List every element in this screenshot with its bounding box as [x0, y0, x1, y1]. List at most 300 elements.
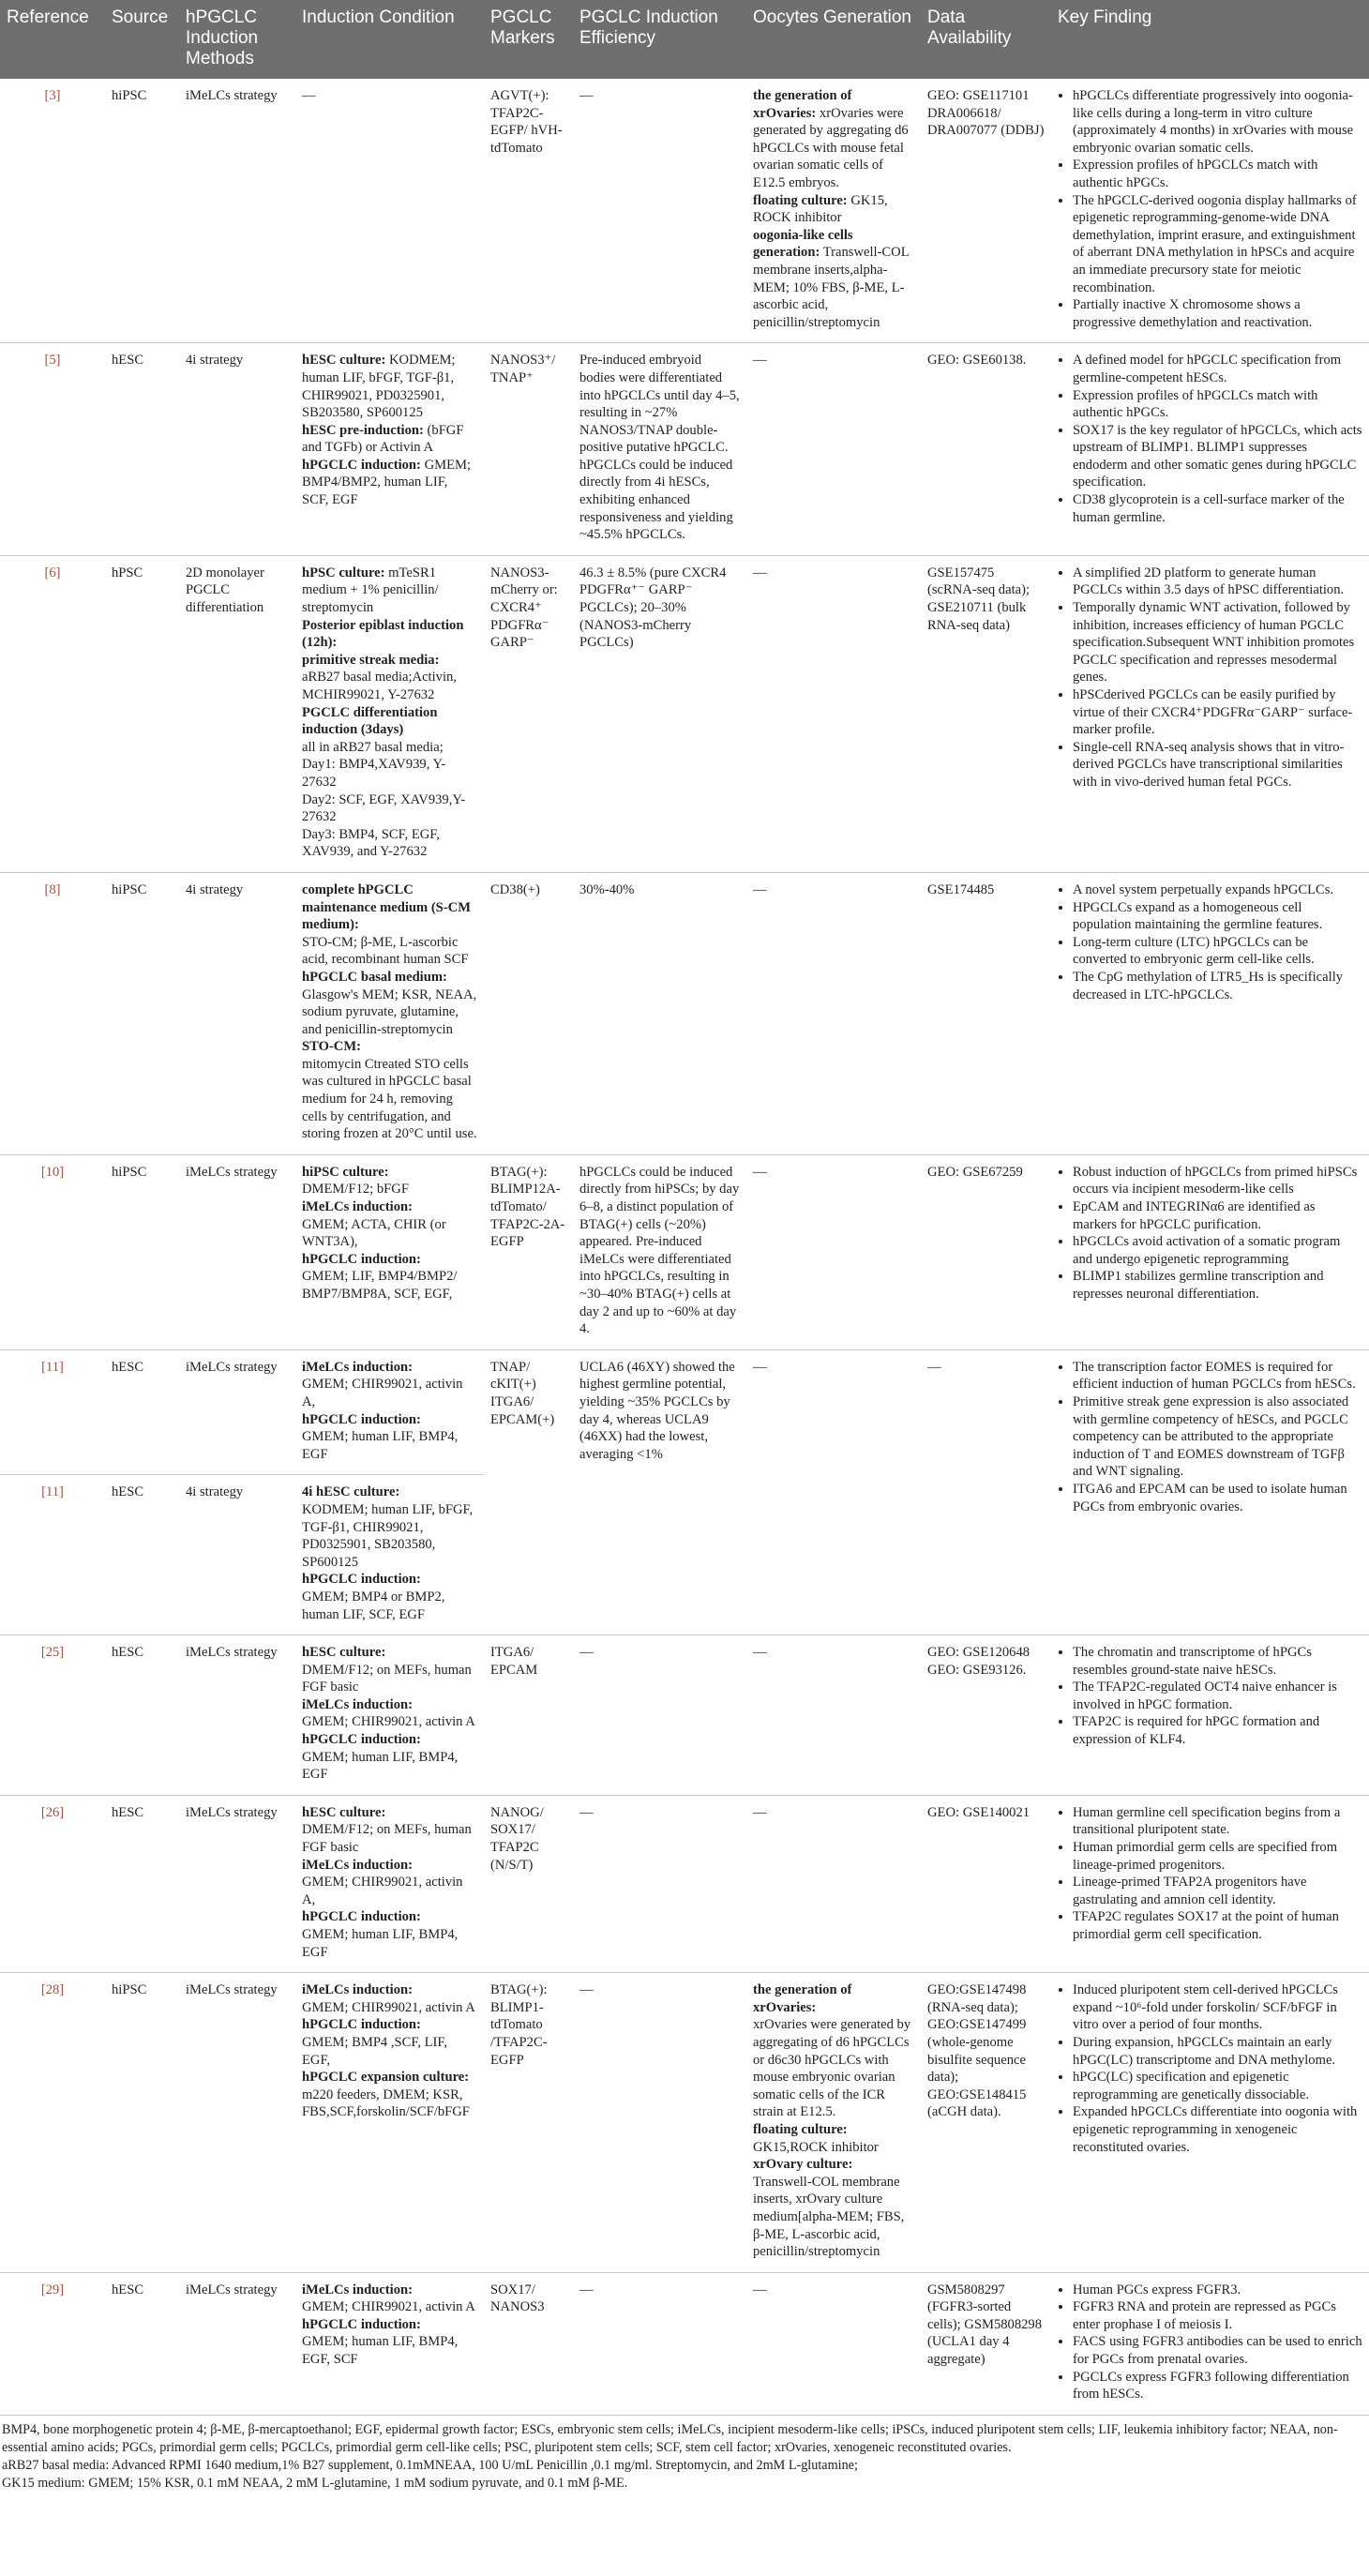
- cell-reference: [0, 1349, 105, 1475]
- cell-reference: [0, 79, 105, 343]
- cell-method: [179, 1795, 295, 1972]
- key-finding-item: • hPGCLCs differentiate progressively into oogonia-like cells during a long-term in vitro culture (approximately 4 months) in xrOvaries with mouse embryonic ovarian somatic cells.: [1073, 87, 1362, 157]
- oocytes-line: [753, 352, 914, 369]
- cell-finding: [1051, 1154, 1369, 1349]
- cell-efficiency: [573, 343, 746, 556]
- condition-line: [302, 1981, 477, 1999]
- cell-markers: [484, 1973, 573, 2273]
- key-finding-item: • During expansion, hPGCLCs maintain an early hPGC(LC) transcriptome and DNA methylome.: [1073, 2034, 1362, 2069]
- data-text: GSM5808297 (FGFR3-sorted cells); GSM5808298 (UCLA1 day 4 aggregate): [927, 2282, 1043, 2368]
- condition-line: [302, 1428, 477, 1463]
- col-header-methods: hPGCLC Induction Methods: [179, 0, 295, 79]
- cell-method: [179, 343, 295, 556]
- cell-finding: [1051, 79, 1369, 343]
- source-text: hESC: [112, 1359, 144, 1375]
- condition-line: [302, 1644, 477, 1662]
- cell-data: [921, 343, 1051, 556]
- condition-text: DMEM/F12; bFGF: [302, 1182, 409, 1198]
- oocytes-line: [753, 2174, 914, 2261]
- table-body: [0, 79, 1369, 2415]
- method-text: 2D monolayer PGCLC differentiation: [186, 565, 264, 616]
- efficiency-text: —: [579, 2282, 594, 2297]
- cell-oocytes: [746, 1349, 921, 1634]
- source-text: hiPSC: [112, 881, 147, 897]
- reference-link: [10]: [40, 1164, 65, 1180]
- cell-condition: [295, 1349, 484, 1475]
- col-header-reference: Reference: [0, 0, 105, 79]
- method-text: iMeLCs strategy: [186, 1804, 278, 1820]
- condition-line: [302, 1908, 477, 1926]
- condition-line: [302, 987, 477, 1039]
- condition-label: iMeLCs induction:: [302, 1982, 413, 1998]
- condition-line: [302, 1181, 477, 1198]
- source-text: hESC: [112, 1645, 144, 1661]
- condition-line: [302, 1268, 477, 1303]
- oocytes-text: GK15,ROCK inhibitor: [753, 2139, 879, 2155]
- table-row: [0, 1349, 1369, 1475]
- efficiency-text: —: [579, 1804, 594, 1820]
- condition-line: [302, 565, 477, 617]
- table-row: [0, 872, 1369, 1154]
- table-row: [0, 1635, 1369, 1796]
- condition-text: —: [302, 88, 316, 103]
- oocytes-label: floating culture:: [753, 192, 848, 208]
- cell-finding: [1051, 1635, 1369, 1796]
- oocytes-text: —: [753, 1645, 767, 1661]
- cell-data: [921, 1349, 1051, 1634]
- markers-text: NANOG/ SOX17/ TFAP2C (N/S/T): [490, 1804, 544, 1873]
- cell-finding: [1051, 343, 1369, 556]
- condition-line: [302, 1857, 477, 1875]
- condition-line: [302, 1713, 477, 1731]
- cell-oocytes: [746, 1795, 921, 1972]
- condition-line: [302, 1821, 477, 1856]
- table-header: [0, 0, 1369, 79]
- key-finding-item: • Partially inactive X chromosome shows a progressive demethylation and reactivation.: [1073, 296, 1362, 331]
- condition-line: [302, 1484, 477, 1501]
- efficiency-text: hPGCLCs could be induced directly from hiPSCs; by day 6–8, a distinct population of BTAG(+) cells (~20%) appeared. Pre-induced iMeLCs were differentiated into hPGCLCs, resulting in ~30–40% BTAG(+) cells at day 2 and up to ~60% at day 4.: [579, 1164, 740, 1337]
- cell-data: [921, 1635, 1051, 1796]
- cell-efficiency: [573, 1795, 746, 1972]
- key-finding-item: • Expanded hPGCLCs differentiate into oogonia with epigenetic reprogramming in xenogeneic reconstituted ovaries.: [1073, 2103, 1362, 2156]
- oocytes-line: [753, 227, 914, 332]
- key-findings-list: [1058, 87, 1362, 331]
- condition-text: Day3: BMP4, SCF, EGF, XAV939, and Y-27632: [302, 826, 440, 860]
- key-findings-list: [1058, 565, 1362, 791]
- oocytes-text: —: [753, 1164, 767, 1180]
- data-text: GSE157475 (scRNA-seq data); GSE210711 (bulk RNA-seq data): [927, 565, 1031, 633]
- condition-text: DMEM/F12; on MEFs, human FGF basic: [302, 1662, 472, 1695]
- key-finding-item: • TFAP2C regulates SOX17 at the point of human primordial germ cell specification.: [1073, 1908, 1362, 1943]
- condition-label: complete hPGCLC maintenance medium (S-CM medium):: [302, 881, 471, 933]
- condition-line: [302, 1038, 477, 1056]
- condition-text: GMEM; LIF, BMP4/BMP2/ BMP7/BMP8A, SCF, EGF,: [302, 1269, 458, 1302]
- cell-markers: [484, 872, 573, 1154]
- oocytes-text: GK15, ROCK inhibitor: [753, 192, 888, 226]
- condition-text: KODMEM; human LIF, bFGF, TGF-β1, CHIR99021, PD0325901, SB203580, SP600125: [302, 1501, 474, 1570]
- cell-finding: [1051, 1349, 1369, 1634]
- reference-link: [11]: [41, 1359, 64, 1375]
- oocytes-line: [753, 192, 914, 227]
- oocytes-line: [753, 1644, 914, 1662]
- condition-line: [302, 1501, 477, 1571]
- oocytes-label: the generation of xrOvaries:: [753, 88, 852, 121]
- key-finding-item: • The CpG methylation of LTR5_Hs is specifically decreased in LTC-hPGCLCs.: [1073, 969, 1362, 1003]
- cell-reference: [0, 872, 105, 1154]
- markers-text: NANOS3⁺/ TNAP⁺: [490, 353, 556, 385]
- cell-condition: [295, 1635, 484, 1796]
- key-finding-item: • EpCAM and INTEGRINα6 are identified as markers for hPGCLC purification.: [1073, 1198, 1362, 1233]
- key-finding-item: • A simplified 2D platform to generate human PGCLCs within 3.5 days of hPSC differentiation.: [1073, 565, 1362, 599]
- method-text: 4i strategy: [186, 1484, 244, 1500]
- condition-line: [302, 1376, 477, 1410]
- source-text: hPSC: [112, 565, 143, 580]
- oocytes-line: [753, 87, 914, 192]
- table-footnotes: [0, 2416, 1369, 2493]
- cell-reference: [0, 1154, 105, 1349]
- condition-label: hPGCLC induction:: [302, 1909, 421, 1925]
- condition-line: [302, 826, 477, 861]
- condition-label: hPGCLC basal medium:: [302, 969, 447, 985]
- cell-source: [105, 872, 179, 1154]
- key-finding-item: • HPGCLCs expand as a homogeneous cell population maintaining the germline features.: [1073, 899, 1362, 934]
- col-header-markers: PGCLC Markers: [484, 0, 573, 79]
- cell-markers: [484, 79, 573, 343]
- reference-link: [25]: [40, 1645, 65, 1661]
- table-row: [0, 343, 1369, 556]
- oocytes-line: [753, 1804, 914, 1822]
- condition-label: 4i hESC culture:: [302, 1484, 400, 1500]
- table-row: [0, 1154, 1369, 1349]
- cell-source: [105, 79, 179, 343]
- method-text: iMeLCs strategy: [186, 1982, 278, 1998]
- oocytes-text: —: [753, 881, 767, 897]
- oocytes-line: [753, 1164, 914, 1182]
- cell-data: [921, 555, 1051, 872]
- oocytes-label: the generation of xrOvaries:: [753, 1982, 852, 2015]
- source-text: hESC: [112, 353, 144, 369]
- key-finding-item: • FACS using FGFR3 antibodies can be used to enrich for PGCs from prenatal ovaries.: [1073, 2333, 1362, 2368]
- condition-line: [302, 617, 477, 652]
- condition-line: [302, 791, 477, 826]
- markers-text: NANOS3-mCherry or: CXCR4⁺ PDGFRα⁻ GARP⁻: [490, 565, 558, 651]
- condition-line: [302, 1731, 477, 1749]
- cell-method: [179, 872, 295, 1154]
- cell-method: [179, 1154, 295, 1349]
- data-text: GEO: GSE117101 DRA006618/ DRA007077 (DDBJ): [927, 88, 1045, 139]
- condition-line: [302, 1216, 477, 1251]
- condition-label: PGCLC differentiation induction (3days): [302, 704, 438, 738]
- cell-efficiency: [573, 2272, 746, 2415]
- condition-line: [302, 1411, 477, 1429]
- condition-line: [302, 756, 477, 791]
- cell-finding: [1051, 2272, 1369, 2415]
- col-header-condition: Induction Condition: [295, 0, 484, 79]
- condition-label: hPGCLC induction:: [302, 2316, 421, 2332]
- condition-label: hPGCLC induction:: [302, 1572, 421, 1588]
- key-finding-item: • TFAP2C is required for hPGC formation and expression of KLF4.: [1073, 1713, 1362, 1748]
- key-finding-item: • Long-term culture (LTC) hPGCLCs can be converted to embryonic germ cell-like cells.: [1073, 934, 1362, 969]
- key-finding-item: • Human germline cell specification begins from a transitional pluripotent state.: [1073, 1804, 1362, 1839]
- condition-line: [302, 87, 477, 105]
- cell-reference: [0, 2272, 105, 2415]
- condition-line: [302, 1874, 477, 1908]
- condition-line: [302, 881, 477, 934]
- efficiency-text: UCLA6 (46XY) showed the highest germline potential, yielding ~35% PGCLCs by day 4, whereas UCLA9 (46XX) had the lowest, averaging <1%: [579, 1359, 735, 1462]
- cell-efficiency: [573, 1973, 746, 2273]
- method-text: iMeLCs strategy: [186, 1164, 278, 1180]
- cell-condition: [295, 872, 484, 1154]
- data-text: GEO: GSE140021: [927, 1804, 1031, 1820]
- reference-link: [3]: [44, 88, 61, 103]
- source-text: hESC: [112, 1804, 144, 1820]
- key-finding-item: • CD38 glycoprotein is a cell-surface marker of the human germline.: [1073, 491, 1362, 526]
- condition-line: [302, 1696, 477, 1714]
- cell-efficiency: [573, 555, 746, 872]
- cell-reference: [0, 555, 105, 872]
- cell-efficiency: [573, 1349, 746, 1634]
- key-finding-item: • Expression profiles of hPGCLCs match with authentic hPGCs.: [1073, 157, 1362, 191]
- condition-line: [302, 422, 477, 457]
- condition-line: [302, 1999, 477, 2017]
- condition-line: [302, 1804, 477, 1822]
- reference-link: [6]: [44, 565, 61, 580]
- key-findings-list: [1058, 1804, 1362, 1944]
- condition-line: [302, 1251, 477, 1269]
- condition-line: [302, 2282, 477, 2299]
- markers-text: SOX17/ NANOS3: [490, 2282, 545, 2315]
- source-text: hESC: [112, 1484, 144, 1500]
- markers-text: TNAP/ cKIT(+) ITGA6/ EPCAM(+): [490, 1359, 555, 1427]
- key-findings-list: [1058, 1359, 1362, 1515]
- oocytes-line: [753, 2139, 914, 2157]
- col-header-data: Data Availability: [921, 0, 1051, 79]
- oocytes-text: —: [753, 2282, 767, 2297]
- condition-label: hiPSC culture:: [302, 1164, 389, 1180]
- data-text: GEO: GSE60138.: [927, 353, 1027, 369]
- data-text: GEO:GSE147498 (RNA-seq data); GEO:GSE147499 (whole-genome bisulfite sequence data); GEO:GSE148415 (aCGH data).: [927, 1982, 1027, 2120]
- method-text: iMeLCs strategy: [186, 2282, 278, 2297]
- markers-text: ITGA6/ EPCAM: [490, 1645, 538, 1678]
- cell-markers: [484, 1635, 573, 1796]
- data-text: GSE174485: [927, 881, 995, 897]
- efficiency-text: —: [579, 1645, 594, 1661]
- cell-reference: [0, 1795, 105, 1972]
- cell-source: [105, 1795, 179, 1972]
- footnote-arb27: aRB27 basal media: Advanced RPMI 1640 medium,1% B27 supplement, 0.1mMNEAA, 100 U/mL Penicillin ,0.1 mg/ml. Streptomycin, and 2mM L-glutamine;: [2, 2457, 858, 2473]
- cell-condition: [295, 555, 484, 872]
- cell-condition: [295, 79, 484, 343]
- cell-method: [179, 2272, 295, 2415]
- condition-line: [302, 2333, 477, 2368]
- reference-link: [26]: [40, 1804, 65, 1820]
- key-finding-item: • A novel system perpetually expands hPGCLCs.: [1073, 881, 1362, 899]
- condition-text: GMEM; human LIF, BMP4, EGF: [302, 1927, 459, 1960]
- condition-text: GMEM; CHIR99021, activin A,: [302, 1875, 463, 1907]
- condition-line: [302, 1926, 477, 1961]
- condition-label: hPGCLC expansion culture:: [302, 2070, 470, 2086]
- condition-label: hPGCLC induction:: [302, 1411, 421, 1427]
- cell-source: [105, 343, 179, 556]
- source-text: hESC: [112, 2282, 144, 2297]
- efficiency-text: 46.3 ± 8.5% (pure CXCR4 PDGFRα⁺⁻ GARP⁻ PGCLCs); 20–30%(NANOS3-mCherry PGCLCs): [579, 565, 727, 651]
- key-finding-item: • PGCLCs express FGFR3 following differentiation from hESCs.: [1073, 2369, 1362, 2403]
- condition-text: Day1: BMP4,XAV939, Y-27632: [302, 757, 446, 790]
- key-finding-item: • Human primordial germ cells are specified from lineage-primed progenitors.: [1073, 1839, 1362, 1874]
- cell-markers: [484, 343, 573, 556]
- cell-finding: [1051, 555, 1369, 872]
- method-text: 4i strategy: [186, 881, 244, 897]
- condition-line: [302, 1056, 477, 1143]
- oocytes-text: xrOvaries were generated by aggregating of d6 hPGCLCs or d6c30 hPGCLCs with mouse embryonic ovarian somatic cells of the ICR strain at E12.5.: [753, 2017, 911, 2120]
- cell-reference: [0, 1475, 105, 1635]
- condition-text: aRB27 basal media;Activin, MCHIR99021, Y-27632: [302, 670, 457, 702]
- oocytes-text: xrOvaries were generated by aggregating d6 hPGCLCs with mouse fetal ovarian somatic cells of E12.5 embryos.: [753, 105, 909, 190]
- condition-label: iMeLCs induction:: [302, 1359, 413, 1375]
- condition-line: [302, 2298, 477, 2316]
- cell-source: [105, 555, 179, 872]
- condition-line: [302, 2034, 477, 2069]
- table-row: [0, 1795, 1369, 1972]
- key-findings-list: [1058, 1644, 1362, 1749]
- cell-finding: [1051, 872, 1369, 1154]
- markers-text: CD38(+): [490, 881, 540, 897]
- cell-oocytes: [746, 79, 921, 343]
- cell-efficiency: [573, 872, 746, 1154]
- condition-text: KODMEM; human LIF, bFGF, TGF-β1, CHIR99021, PD0325901, SB203580, SP600125: [302, 353, 456, 421]
- oocytes-line: [753, 881, 914, 899]
- condition-text: GMEM; BMP4 or BMP2, human LIF, SCF, EGF: [302, 1589, 445, 1622]
- condition-label: hPSC culture:: [302, 565, 385, 580]
- table-row: [0, 555, 1369, 872]
- cell-condition: [295, 343, 484, 556]
- cell-condition: [295, 1795, 484, 1972]
- markers-text: BTAG(+): BLIMP1-tdTomato /TFAP2C-EGFP: [490, 1982, 548, 2068]
- condition-text: GMEM; BMP4 ,SCF, LIF, EGF,: [302, 2034, 447, 2068]
- condition-text: (bFGF and TGFb) or Activin A: [302, 422, 464, 456]
- cell-source: [105, 1973, 179, 2273]
- cell-source: [105, 1154, 179, 1349]
- reference-link: [5]: [44, 353, 61, 369]
- key-finding-item: • The transcription factor EOMES is required for efficient induction of human PGCLCs from hESCs.: [1073, 1359, 1362, 1393]
- efficiency-text: Pre-induced embryoid bodies were differentiated into hPGCLCs until day 4–5, resulting in ~27% NANOS3/TNAP double-positive putative hPGCLC. hPGCLCs could be induced directly from 4i hESCs, exhibiting enhanced responsiveness and yielding ~45.5% hPGCLCs.: [579, 353, 740, 543]
- cell-efficiency: [573, 1635, 746, 1796]
- key-finding-item: • hPGCLCs avoid activation of a somatic program and undergo epigenetic reprogramming: [1073, 1233, 1362, 1268]
- oocytes-line: [753, 2156, 914, 2174]
- method-text: iMeLCs strategy: [186, 1359, 278, 1375]
- cell-finding: [1051, 1795, 1369, 1972]
- condition-label: iMeLCs induction:: [302, 2282, 413, 2297]
- cell-condition: [295, 1475, 484, 1635]
- condition-text: DMEM/F12; on MEFs, human FGF basic: [302, 1822, 472, 1856]
- condition-line: [302, 2069, 477, 2086]
- condition-label: hESC culture:: [302, 1804, 386, 1820]
- footnote-abbreviations: BMP4, bone morphogenetic protein 4; β-ME, β-mercaptoethanol; EGF, epidermal growth factor; ESCs, embryonic stem cells; iMeLCs, incipient mesoderm-like cells; iPSCs, induced pluripotent stem cells; LIF, leukemia inhibitory factor; NEAA, non-essential amino acids; PGCs, primordial germ cells; PGCLCs, primordial germ cell-like cells; PSC, pluripotent stem cells; SCF, stem cell factor; xrOvaries, xenogeneic reconstituted ovaries.: [2, 2421, 1338, 2455]
- condition-label: STO-CM:: [302, 1039, 361, 1055]
- cell-method: [179, 1475, 295, 1635]
- cell-source: [105, 1635, 179, 1796]
- condition-label: hPGCLC induction:: [302, 457, 421, 473]
- condition-label: iMeLCs induction:: [302, 1696, 413, 1712]
- cell-markers: [484, 2272, 573, 2415]
- condition-text: GMEM; CHIR99021, activin A: [302, 1999, 475, 2015]
- cell-data: [921, 1795, 1051, 1972]
- condition-line: [302, 739, 477, 757]
- cell-data: [921, 1973, 1051, 2273]
- key-finding-item: • Lineage-primed TFAP2A progenitors have gastrulating and amnion cell identity.: [1073, 1874, 1362, 1908]
- cell-condition: [295, 2272, 484, 2415]
- key-finding-item: • A defined model for hPGCLC specification from germline-competent hESCs.: [1073, 352, 1362, 386]
- condition-text: GMEM; CHIR99021, activin A: [302, 1714, 475, 1730]
- source-text: hiPSC: [112, 1164, 147, 1180]
- source-text: hiPSC: [112, 88, 147, 103]
- key-findings-list: [1058, 2282, 1362, 2403]
- condition-text: GMEM; ACTA, CHIR (or WNT3A),: [302, 1216, 446, 1250]
- reference-link: [29]: [40, 2282, 65, 2297]
- cell-markers: [484, 555, 573, 872]
- condition-line: [302, 1359, 477, 1377]
- key-findings-list: [1058, 352, 1362, 526]
- oocytes-label: xrOvary culture:: [753, 2157, 853, 2173]
- table-row: [0, 79, 1369, 343]
- cell-markers: [484, 1349, 573, 1634]
- key-finding-item: • SOX17 is the key regulator of hPGCLCs, which acts upstream of BLIMP1. BLIMP1 suppresses endoderm and other somatic genes during hPGCLC specification.: [1073, 422, 1362, 491]
- col-header-source: Source: [105, 0, 179, 79]
- condition-label: hESC pre-induction:: [302, 422, 424, 438]
- condition-line: [302, 2086, 477, 2121]
- condition-label: Posterior epiblast induction (12h):: [302, 617, 464, 651]
- cell-source: [105, 2272, 179, 2415]
- condition-text: GMEM; CHIR99021, activin A: [302, 2299, 475, 2315]
- oocytes-line: [753, 2016, 914, 2121]
- data-text: GEO: GSE67259: [927, 1164, 1023, 1180]
- key-finding-item: • hPSCderived PGCLCs can be easily purified by virtue of their CXCR4⁺PDGFRα⁻GARP⁻ surface-marker profile.: [1073, 686, 1362, 739]
- condition-line: [302, 934, 477, 969]
- condition-label: hESC culture:: [302, 353, 386, 369]
- key-finding-item: • Human PGCs express FGFR3.: [1073, 2282, 1362, 2299]
- cell-data: [921, 1154, 1051, 1349]
- condition-line: [302, 652, 477, 704]
- cell-method: [179, 555, 295, 872]
- col-header-finding: Key Finding: [1051, 0, 1369, 79]
- cell-markers: [484, 1795, 573, 1972]
- key-finding-item: • Robust induction of hPGCLCs from primed hiPSCs occurs via incipient mesoderm-like cells: [1073, 1164, 1362, 1198]
- key-finding-item: • Temporally dynamic WNT activation, followed by inhibition, increases efficiency of human PGCLC specification.Subsequent WNT inhibition promotes PGCLC specification and represses mesodermal genes.: [1073, 599, 1362, 686]
- oocytes-text: Transwell-COL membrane inserts, xrOvary culture medium[alpha-MEM; FBS, β-ME, L-ascorbic acid, penicillin/streptomycin: [753, 2174, 905, 2260]
- condition-line: [302, 457, 477, 509]
- oocytes-line: [753, 565, 914, 582]
- cell-efficiency: [573, 1154, 746, 1349]
- cell-data: [921, 79, 1051, 343]
- cell-oocytes: [746, 555, 921, 872]
- markers-text: BTAG(+): BLIMP12A-tdTomato/ TFAP2C-2A-EGFP: [490, 1164, 565, 1250]
- data-text: GEO: GSE120648 GEO: GSE93126.: [927, 1645, 1031, 1678]
- oocytes-line: [753, 2121, 914, 2139]
- cell-reference: [0, 1635, 105, 1796]
- condition-text: GMEM; CHIR99021, activin A,: [302, 1377, 463, 1409]
- key-finding-item: • hPGC(LC) specification and epigenetic reprogramming are genetically dissociable.: [1073, 2069, 1362, 2103]
- key-finding-item: • Single-cell RNA-seq analysis shows that in vitro-derived PGCLCs have transcriptional similarities with in vivo-derived human fetal PGCs.: [1073, 739, 1362, 791]
- cell-method: [179, 79, 295, 343]
- condition-text: STO-CM; β-ME, L-ascorbic acid, recombinant human SCF: [302, 934, 469, 968]
- cell-oocytes: [746, 2272, 921, 2415]
- condition-line: [302, 352, 477, 421]
- cell-oocytes: [746, 1154, 921, 1349]
- condition-line: [302, 1662, 477, 1696]
- cell-data: [921, 872, 1051, 1154]
- cell-oocytes: [746, 1635, 921, 1796]
- efficiency-text: —: [579, 88, 594, 103]
